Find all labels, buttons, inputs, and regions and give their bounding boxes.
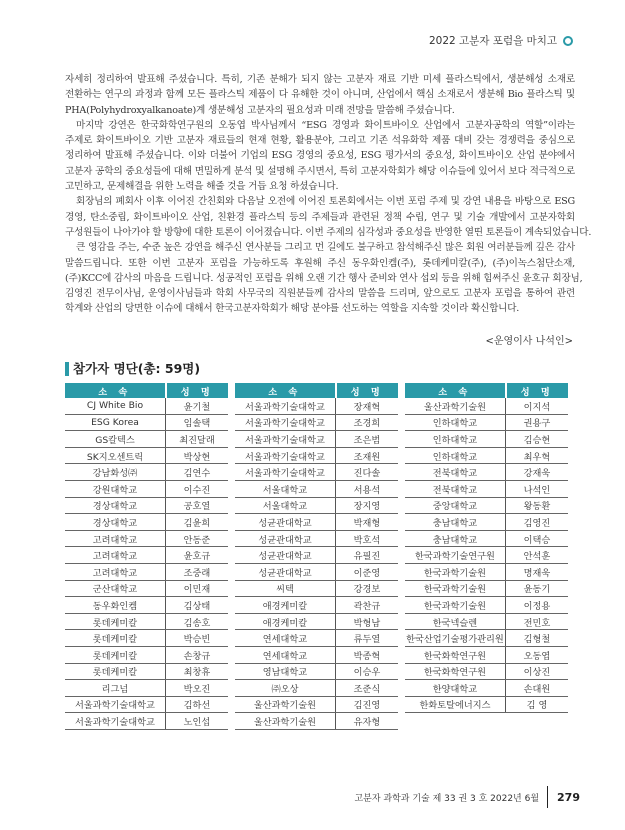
participant-name: 강경보 xyxy=(336,580,399,597)
participant-name: 전민호 xyxy=(506,613,569,630)
table-row xyxy=(65,464,228,481)
participant-name: 최진달래 xyxy=(166,431,229,448)
participant-name: 권용구 xyxy=(506,414,569,431)
participant-affiliation: 서울과학기술대학교 xyxy=(65,696,166,713)
participant-name: 오동엽 xyxy=(506,646,569,663)
participant-affiliation: 한국과학기술원 xyxy=(405,597,506,614)
table-row xyxy=(65,497,228,514)
participant-name: 손대원 xyxy=(506,680,569,697)
participant-name: 명재욱 xyxy=(506,563,569,580)
table-row xyxy=(235,497,398,514)
table-row xyxy=(405,530,568,547)
participant-name: 윤호규 xyxy=(166,547,229,564)
participant-affiliation: ㈜오상 xyxy=(235,680,336,697)
participant-affiliation: SK지오센트릭 xyxy=(65,447,166,464)
table-row xyxy=(405,696,568,713)
table-header-row xyxy=(65,383,228,398)
table-row xyxy=(65,530,228,547)
table-row xyxy=(405,447,568,464)
participant-name: 김 영 xyxy=(506,696,569,713)
table-row xyxy=(405,630,568,647)
table-row xyxy=(405,563,568,580)
participant-name: 박승빈 xyxy=(166,630,229,647)
table-row xyxy=(65,514,228,531)
participant-name: 장재혁 xyxy=(336,398,399,414)
article-body xyxy=(65,72,592,317)
participant-name: 진다솔 xyxy=(336,464,399,481)
table-row xyxy=(65,480,228,497)
participant-affiliation: 서울대학교 xyxy=(235,497,336,514)
participant-name: 나석인 xyxy=(506,480,569,497)
body-line: (주)KCC에 감사의 마음을 드립니다. 성공적인 포럼을 위해 오랜 기간 행사 준비와 연사 섭외 등을 위해 힘써주신 윤호규 회장님, xyxy=(65,272,583,284)
participant-affiliation: 롯데케미칼 xyxy=(65,646,166,663)
participant-affiliation: 롯데케미칼 xyxy=(65,663,166,680)
table-row xyxy=(235,680,398,697)
participant-name: 김윤희 xyxy=(166,514,229,531)
participant-affiliation: 서울과학기술대학교 xyxy=(235,414,336,431)
participant-affiliation: 고려대학교 xyxy=(65,530,166,547)
participant-name: 박상현 xyxy=(166,447,229,464)
table-row xyxy=(235,580,398,597)
participant-affiliation: 롯데케미칼 xyxy=(65,613,166,630)
table-row xyxy=(235,646,398,663)
participant-affiliation: 고려대학교 xyxy=(65,563,166,580)
participant-name: 이택승 xyxy=(506,530,569,547)
table-row xyxy=(65,663,228,680)
participant-affiliation: 중앙대학교 xyxy=(405,497,506,514)
participants-table xyxy=(65,383,228,730)
footer-divider xyxy=(547,786,548,808)
participant-affiliation: 군산대학교 xyxy=(65,580,166,597)
name-header: 성 명 xyxy=(166,383,229,398)
participant-name: 강재욱 xyxy=(506,464,569,481)
table-row xyxy=(65,597,228,614)
table-row xyxy=(235,530,398,547)
table-row xyxy=(65,447,228,464)
table-row xyxy=(405,613,568,630)
participant-name: 이정용 xyxy=(506,597,569,614)
table-row xyxy=(65,680,228,697)
participant-name: 안동준 xyxy=(166,530,229,547)
participant-name: 박재형 xyxy=(336,514,399,531)
body-line: 학계와 산업의 당면한 이슈에 대해서 한국고분자학회가 해당 분야를 선도하는 역할을 지속할 것이라 확신합니다. xyxy=(65,303,520,315)
participant-name: 이준영 xyxy=(336,563,399,580)
participant-affiliation: 강원대학교 xyxy=(65,480,166,497)
participant-affiliation: 인하대학교 xyxy=(405,447,506,464)
body-line: 구성원들이 나아가야 할 방향에 대한 토론이 이어졌습니다. 이번 주제의 심각성과 중요성을 반영한 열띤 토론들이 계속되었습니다. xyxy=(65,226,592,238)
name-header: 성 명 xyxy=(506,383,569,398)
body-line: 고분자 공학의 중요성들에 대해 면밀하게 분석 및 설명해 주시면서, 특히 고분자학회가 해당 이슈들에 있어서 보다 적극적으로 xyxy=(65,165,575,177)
participant-name: 임솔택 xyxy=(166,414,229,431)
participant-name: 안석훈 xyxy=(506,547,569,564)
body-line: 고민하고, 문제해결을 위한 노력을 해줄 것을 거듭 요청 하셨습니다. xyxy=(65,181,339,193)
body-line: 큰 영감을 주는, 수준 높은 강연을 해주신 연사분들 그리고 먼 길에도 불구하고 참석해주신 많은 회원 여러분들께 깊은 감사 xyxy=(76,242,575,254)
table-row xyxy=(235,514,398,531)
table-row xyxy=(65,696,228,713)
table-row xyxy=(65,547,228,564)
table-row xyxy=(65,646,228,663)
participant-affiliation: 서울과학기술대학교 xyxy=(235,447,336,464)
table-row xyxy=(405,597,568,614)
affiliation-header: 소 속 xyxy=(235,383,336,398)
journal-info: 고분자 과학과 기술 제 33 권 3 호 2022년 6월 xyxy=(354,793,540,804)
participant-affiliation: 성균관대학교 xyxy=(235,563,336,580)
participant-name: 조재원 xyxy=(336,447,399,464)
body-line: 전환하는 연구의 과정과 함께 모든 플라스틱 제품이 다 유해한 것이 아니며, 산업에서 핵심 소재로서 생분해 Bio 플라스틱 및 xyxy=(65,89,575,101)
table-row xyxy=(405,646,568,663)
participant-affiliation: 한국과학기술원 xyxy=(405,580,506,597)
table-header-row xyxy=(235,383,398,398)
participant-affiliation: 한국화학연구원 xyxy=(405,646,506,663)
table-row xyxy=(235,547,398,564)
body-line: 정리하여 발표해 주셨습니다. 이와 더불어 기업의 ESG 경영의 중요성, ESG 평가서의 중요성, 화이트바이오 산업 분야에서 xyxy=(65,150,575,162)
table-row xyxy=(235,447,398,464)
table-row xyxy=(405,414,568,431)
participant-affiliation: 인하대학교 xyxy=(405,431,506,448)
participant-affiliation: 강남화성㈜ xyxy=(65,464,166,481)
participant-name: 김상태 xyxy=(166,597,229,614)
participant-affiliation: 한국산업기술평가관리원 xyxy=(405,630,506,647)
table-row xyxy=(65,630,228,647)
table-row xyxy=(235,613,398,630)
participant-name: 김하선 xyxy=(166,696,229,713)
participant-name: 이수진 xyxy=(166,480,229,497)
running-header xyxy=(429,33,573,48)
participant-affiliation: 충남대학교 xyxy=(405,514,506,531)
participant-affiliation: 울산과학기술원 xyxy=(235,713,336,730)
participant-name: 김형철 xyxy=(506,630,569,647)
table-row xyxy=(235,563,398,580)
participant-affiliation: 서울과학기술대학교 xyxy=(65,713,166,730)
participant-affiliation: 동우화인켐 xyxy=(65,597,166,614)
table-row xyxy=(235,663,398,680)
participant-name: 이민재 xyxy=(166,580,229,597)
participant-name: 노인섭 xyxy=(166,713,229,730)
table-row xyxy=(235,464,398,481)
affiliation-header: 소 속 xyxy=(405,383,506,398)
participant-affiliation: 애경케미칼 xyxy=(235,613,336,630)
participant-affiliation: 서울과학기술대학교 xyxy=(235,464,336,481)
participant-name: 김승현 xyxy=(506,431,569,448)
section-title xyxy=(65,361,200,377)
participant-name: 곽찬규 xyxy=(336,597,399,614)
participant-name: 손창규 xyxy=(166,646,229,663)
participants-table xyxy=(405,383,568,713)
running-title: 2022 고분자 포럼을 마치고 xyxy=(428,35,557,47)
participant-affiliation: 서울과학기술대학교 xyxy=(235,431,336,448)
participant-name: 윤기철 xyxy=(166,398,229,414)
participant-name: 조경희 xyxy=(336,414,399,431)
participant-affiliation: 전북대학교 xyxy=(405,464,506,481)
table-row xyxy=(405,480,568,497)
table-row xyxy=(405,514,568,531)
table-row xyxy=(65,431,228,448)
body-line: 회장님의 폐회사 이후 이어진 간친회와 다음날 오전에 이어진 토론회에서는 이번 포럼 주제 및 강연 내용을 바탕으로 ESG xyxy=(76,196,575,208)
table-row xyxy=(405,431,568,448)
participant-affiliation: ESG Korea xyxy=(65,414,166,431)
participant-affiliation: 한국화학연구원 xyxy=(405,663,506,680)
table-row xyxy=(405,663,568,680)
participant-affiliation: 한양대학교 xyxy=(405,680,506,697)
participant-name: 이지석 xyxy=(506,398,569,414)
participant-affiliation: 한국과학기술원 xyxy=(405,563,506,580)
participant-name: 조중래 xyxy=(166,563,229,580)
participant-affiliation: 고려대학교 xyxy=(65,547,166,564)
page-footer xyxy=(354,786,580,808)
table-row xyxy=(65,563,228,580)
table-row xyxy=(235,414,398,431)
participant-affiliation: 서울과학기술대학교 xyxy=(235,398,336,414)
participant-affiliation: 한국과학기술연구원 xyxy=(405,547,506,564)
table-row xyxy=(235,597,398,614)
participant-affiliation: GS칼텍스 xyxy=(65,431,166,448)
participant-affiliation: 울산과학기술원 xyxy=(235,696,336,713)
participant-name: 유자형 xyxy=(336,713,399,730)
participant-name: 유필진 xyxy=(336,547,399,564)
participant-affiliation: 영남대학교 xyxy=(235,663,336,680)
body-line: 주제로 화이트바이오 기반 고분자 재료들의 현재 현황, 활용분야, 그리고 기존 석유화학 제품 대비 갖는 경쟁력을 중심으로 xyxy=(65,135,575,147)
table-row xyxy=(235,480,398,497)
body-line: 경영, 탄소중립, 화이트바이오 산업, 친환경 플라스틱 등의 주제들과 관련된 정책 수립, 연구 및 기술 개발에서 고분자학회 xyxy=(65,211,575,223)
ring-icon xyxy=(563,36,573,46)
page-number: 279 xyxy=(557,790,580,804)
participant-affiliation: 씨텍 xyxy=(235,580,336,597)
participant-affiliation: 연세대학교 xyxy=(235,630,336,647)
participant-name: 박종혁 xyxy=(336,646,399,663)
participant-affiliation: 충남대학교 xyxy=(405,530,506,547)
table-row xyxy=(235,696,398,713)
body-line: 마지막 강연은 한국화학연구원의 오동엽 박사님께서 “ESG 경영과 화이트바이오 산업에서 고분자공학의 역할”이라는 xyxy=(76,119,575,131)
table-row xyxy=(405,580,568,597)
participant-name: 김송호 xyxy=(166,613,229,630)
body-line: 김영진 전무이사님, 운영이사님들과 학회 사무국의 직원분들께 감사의 말씀을 드리며, 앞으로도 고분자 포럼을 통하여 관련 xyxy=(65,288,575,300)
participant-affiliation: 인하대학교 xyxy=(405,414,506,431)
name-header: 성 명 xyxy=(336,383,399,398)
table-row xyxy=(405,464,568,481)
participants-table xyxy=(235,383,398,730)
table-row xyxy=(405,547,568,564)
table-row xyxy=(235,713,398,730)
body-line: PHA(Polyhydroxyalkanoate)계 생분해성 고분자의 필요성과 미래 전망을 말씀해 주셨습니다. xyxy=(65,104,455,116)
participant-affiliation: 성균관대학교 xyxy=(235,530,336,547)
participant-name: 조준식 xyxy=(336,680,399,697)
affiliation-header: 소 속 xyxy=(65,383,166,398)
participant-affiliation: 울산과학기술원 xyxy=(405,398,506,414)
participant-affiliation: 한국넥슬렌 xyxy=(405,613,506,630)
table-row xyxy=(65,398,228,414)
participant-name: 서용석 xyxy=(336,480,399,497)
participant-affiliation: 경상대학교 xyxy=(65,497,166,514)
participant-name: 이승우 xyxy=(336,663,399,680)
table-row xyxy=(65,613,228,630)
participant-affiliation: 연세대학교 xyxy=(235,646,336,663)
participants-title: 참가자 명단(총: 59명) xyxy=(73,361,201,376)
participant-name: 김진영 xyxy=(336,696,399,713)
participant-name: 윤동기 xyxy=(506,580,569,597)
table-row xyxy=(65,713,228,730)
body-line: 말씀드립니다. 또한 이번 고분자 포럼을 가능하도록 후원해 주신 동우화인켐(주), 롯데케미칼(주), (주)이녹스첨단소재, xyxy=(65,257,575,269)
participant-name: 이상진 xyxy=(506,663,569,680)
table-row xyxy=(235,398,398,414)
table-row xyxy=(405,680,568,697)
participant-affiliation: 한화토탈에너지스 xyxy=(405,696,506,713)
table-row xyxy=(405,497,568,514)
participant-name: 공호열 xyxy=(166,497,229,514)
participant-name: 박형남 xyxy=(336,613,399,630)
participant-affiliation: 성균관대학교 xyxy=(235,514,336,531)
participant-name: 김영진 xyxy=(506,514,569,531)
body-line: 자세히 정리하여 발표해 주셨습니다. 특히, 기존 분해가 되지 않는 고분자 재료 기반 미세 플라스틱에서, 생분해성 소재로 xyxy=(65,74,575,85)
participant-affiliation: 리그넘 xyxy=(65,680,166,697)
signature: <운영이사 나석인> xyxy=(485,336,573,347)
participant-affiliation: 전북대학교 xyxy=(405,480,506,497)
section-marker-icon xyxy=(65,362,69,376)
table-row xyxy=(65,414,228,431)
participant-name: 조은범 xyxy=(336,431,399,448)
participant-affiliation: 경상대학교 xyxy=(65,514,166,531)
participant-affiliation: 성균관대학교 xyxy=(235,547,336,564)
participant-name: 박오진 xyxy=(166,680,229,697)
table-row xyxy=(235,431,398,448)
participant-name: 박호석 xyxy=(336,530,399,547)
participant-name: 김연수 xyxy=(166,464,229,481)
participant-name: 장지영 xyxy=(336,497,399,514)
participant-affiliation: 애경케미칼 xyxy=(235,597,336,614)
table-row xyxy=(405,398,568,414)
participant-name: 왕동환 xyxy=(506,497,569,514)
participant-affiliation: CJ White Bio xyxy=(65,398,166,414)
participant-affiliation: 서울대학교 xyxy=(235,480,336,497)
participant-name: 최창휴 xyxy=(166,663,229,680)
table-row xyxy=(65,580,228,597)
participant-name: 최우혁 xyxy=(506,447,569,464)
table-header-row xyxy=(405,383,568,398)
participant-affiliation: 롯데케미칼 xyxy=(65,630,166,647)
table-row xyxy=(235,630,398,647)
participant-name: 류두열 xyxy=(336,630,399,647)
